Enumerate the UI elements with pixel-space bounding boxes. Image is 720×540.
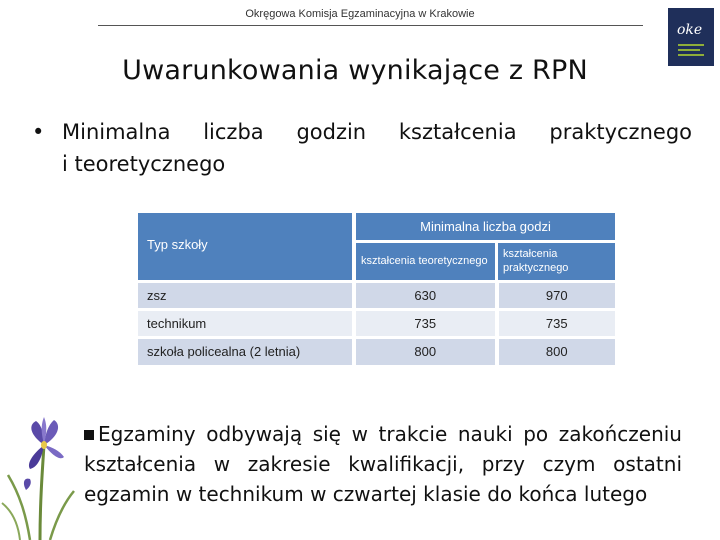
bullet-line-2: i teoretycznego [62, 152, 226, 176]
table-row [138, 337, 615, 365]
row-school-name: zsz [138, 281, 354, 309]
header-theory: kształcenia teoretycznego [354, 241, 497, 281]
logo-stripe [678, 49, 700, 51]
header-min-hours: Minimalna liczba godzi [354, 213, 615, 241]
header-practice: kształcenia praktycznego [497, 241, 616, 281]
bullet-line-1: Minimalna liczba godzin kształcenia praktycznego [62, 120, 692, 144]
row-theory-hours: 735 [354, 309, 497, 337]
square-bullet-icon [84, 430, 94, 440]
row-practice-hours: 970 [497, 281, 616, 309]
exam-info-text: Egzaminy odbywają się w trakcie nauki po zakończeniu kształcenia w zakresie kwalifikacji, przy czym ostatni egzamin w technikum w czwartej klasie do końca lutego [84, 422, 682, 506]
hours-table [138, 213, 615, 365]
logo-stripe [678, 44, 704, 46]
row-practice-hours: 800 [497, 337, 616, 365]
bullet-dot-icon: • [32, 120, 45, 144]
row-theory-hours: 800 [354, 337, 497, 365]
bullet-point [32, 116, 692, 180]
exam-info-paragraph [84, 419, 682, 509]
table-row [138, 281, 615, 309]
table-row [138, 309, 615, 337]
iris-flower-illustration [0, 395, 80, 540]
row-school-name: technikum [138, 309, 354, 337]
row-theory-hours: 630 [354, 281, 497, 309]
header-org-name: Okręgowa Komisja Egzaminacyjna w Krakowie [245, 8, 475, 20]
logo-text: oke [677, 22, 703, 38]
header-divider [98, 25, 643, 26]
slide-title: Uwarunkowania wynikające z RPN [122, 55, 588, 86]
header-school-type: Typ szkoły [138, 213, 354, 281]
row-school-name: szkoła policealna (2 letnia) [138, 337, 354, 365]
row-practice-hours: 735 [497, 309, 616, 337]
